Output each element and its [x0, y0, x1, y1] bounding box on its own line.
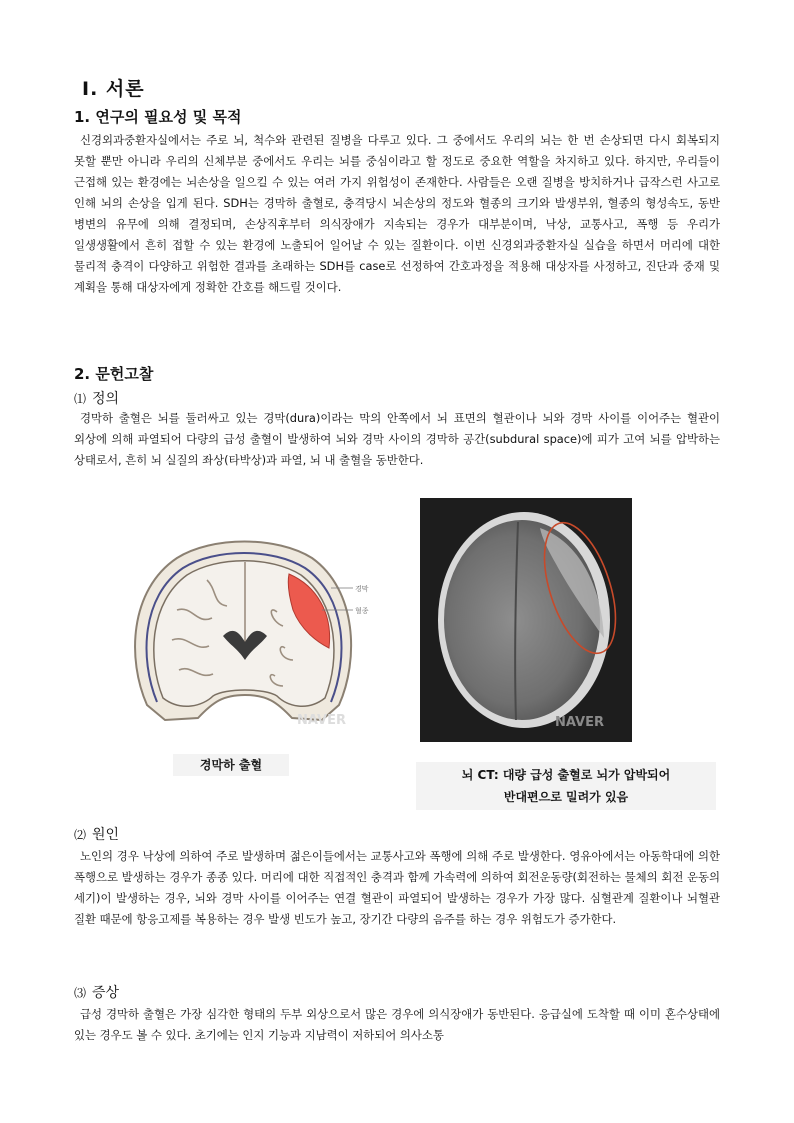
heading-symptom	[74, 982, 119, 1002]
heading-cause	[74, 824, 119, 844]
sdh-diagram-image	[117, 530, 373, 730]
watermark-fig2: NAVER	[555, 715, 605, 730]
caption-fig2-line2: 반대편으로 밀려가 있음	[503, 790, 629, 804]
symptom-title: 증상	[92, 985, 120, 1001]
figure-ct-scan	[420, 498, 632, 742]
heading-definition	[74, 388, 119, 408]
cause-title: 원인	[92, 827, 120, 843]
paragraph-symptom: 급성 경막하 출혈은 가장 심각한 형태의 두부 외상으로서 많은 경우에 의식장애가 동반된다. 응급실에 도착할 때 이미 혼수상태에 있는 경우도 볼 수 있다. 초기에는 인지 기능과 지남력이 저하되어 의사소통	[74, 1007, 720, 1042]
cause-number: ⑵	[74, 828, 87, 842]
label-dura: 경막	[355, 585, 369, 593]
paragraph-definition: 경막하 출혈은 뇌를 둘러싸고 있는 경막(dura)이라는 막의 안쪽에서 뇌 표면의 혈관이나 뇌와 경막 사이를 이어주는 혈관이 외상에 의해 파열되어 다량의 급성 출혈이 발생하여 뇌와 경막 사이의 경막하 공간(subdural space)에 피가 고여 뇌를 압박하는 상태로서, 흔히 뇌 실질의 좌상(타박상)과 파열, 뇌 내 출혈을 동반한다.	[74, 411, 720, 467]
definition-number: ⑴	[74, 392, 87, 406]
paragraph-need-purpose: 신경외과중환자실에서는 주로 뇌, 척수와 관련된 질병을 다루고 있다. 그 중에서도 우리의 뇌는 한 번 손상되면 다시 회복되지 못할 뿐만 아니라 우리의 신체부분 중에서도 우리는 뇌를 중심이라고 할 정도로 중요한 역할을 차지하고 있다. 하지만, 우리들이 근접해 있는 환경에는 뇌손상을 일으킬 수 있는 여러 가지 위험성이 존재한다. 사람들은 오랜 질병을 방치하거나 급작스런 사고로 인해 뇌의 손상을 입게 된다. SDH는 경막하 출혈로, 충격당시 뇌손상의 정도와 혈종의 크기와 발생부위, 혈종의 형성속도, 동반 병변의 유무에 의해 결정되며, 손상직후부터 의식장애가 지속되는 경우가 대부분이며, 낙상, 교통사고, 폭행 등 우리가 일생생활에서 흔히 접할 수 있는 환경에 노출되어 일어날 수 있는 질환이다. 이번 신경외과중환자실 실습을 하면서 머리에 대한 물리적 충격이 다양하고 위험한 결과를 초래하는 SDH를 case로 선정하여 간호과정을 적용해 대상자를 사정하고, 진단과 중재 및 계획을 통해 대상자에게 정확한 간호를 해드릴 것이다.	[74, 133, 721, 294]
paragraph-cause: 노인의 경우 낙상에 의하여 주로 발생하며 젊은이들에서는 교통사고와 폭행에 의해 주로 발생한다. 영유아에서는 아동학대에 의한 폭행으로 발생하는 경우가 종종 있다. 머리에 대한 직접적인 충격과 함께 가속력에 의하여 회전운동량(회전하는 물체의 회전 운동의 세기)이 발생하는 경우, 뇌와 경막 사이를 이어주는 연결 혈관이 파열되어 발생하는 경우가 가장 많다. 심혈관계 질환이나 뇌혈관 질환 때문에 항응고제를 복용하는 경우 발생 빈도가 높고, 장기간 다량의 음주를 하는 경우 위험도가 증가한다.	[74, 849, 720, 926]
caption-fig1: 경막하 출혈	[173, 754, 289, 776]
caption-fig2	[416, 762, 716, 810]
figure-sdh-illustration	[117, 530, 373, 730]
label-hematoma: 혈종	[355, 607, 369, 615]
caption-fig2-line1: 뇌 CT: 대량 급성 출혈로 뇌가 압박되어	[461, 768, 671, 782]
symptom-number: ⑶	[74, 986, 87, 1000]
definition-title: 정의	[92, 391, 120, 407]
heading-need-purpose: 1. 연구의 필요성 및 목적	[74, 108, 242, 126]
ct-scan-image	[420, 498, 632, 742]
heading-literature-review: 2. 문헌고찰	[74, 365, 154, 383]
section-title: Ⅰ. 서론	[82, 78, 145, 100]
watermark-fig1: NAVER	[297, 713, 347, 728]
